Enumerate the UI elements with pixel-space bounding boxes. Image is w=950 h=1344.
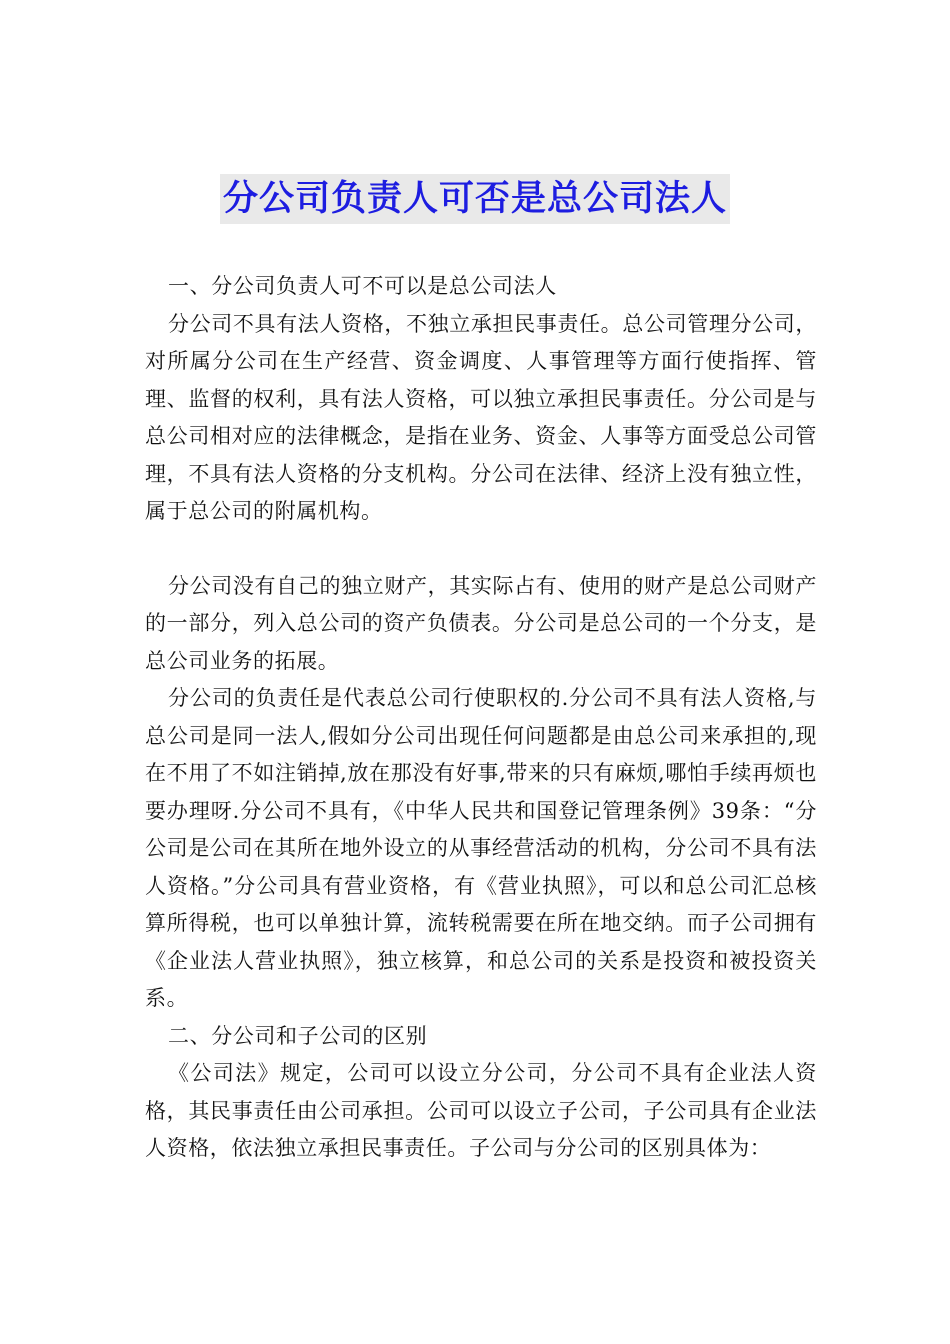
paragraph-1: 分公司不具有法人资格，不独立承担民事责任。总公司管理分公司，对所属分公司在生产经营、资金调度、人事管理等方面行使指挥、管理、监督的权利，具有法人资格，可以独立承担民事责任。分公司是与总公司相对应的法律概念，是指在业务、资金、人事等方面受总公司管理，不具有法人资格的分支机构。分公司在法律、经济上没有独立性，属于总公司的附属机构。 bbox=[145, 311, 817, 523]
paragraph-spacer bbox=[145, 531, 817, 568]
paragraph-2: 分公司没有自己的独立财产，其实际占有、使用的财产是总公司财产的一部分，列入总公司的资产负债表。分公司是总公司的一个分支，是总公司业务的拓展。 bbox=[145, 573, 817, 673]
title-container bbox=[0, 174, 950, 224]
section-heading-2: 二、分公司和子公司的区别 bbox=[168, 1023, 428, 1048]
document-title: 分公司负责人可否是总公司法人 bbox=[220, 174, 730, 224]
paragraph-4: 《公司法》规定，公司可以设立分公司，分公司不具有企业法人资格，其民事责任由公司承担。公司可以设立子公司，子公司具有企业法人资格，依法独立承担民事责任。子公司与分公司的区别具体为： bbox=[145, 1061, 817, 1160]
document-body bbox=[145, 268, 817, 1168]
section-heading-1: 一、分公司负责人可不可以是总公司法人 bbox=[168, 274, 557, 298]
paragraph-3: 分公司的负责任是代表总公司行使职权的.分公司不具有法人资格,与总公司是同一法人,假如分公司出现任何问题都是由总公司来承担的,现在不用了不如注销掉,放在那没有好事,带来的只有麻烦,哪怕手续再烦也要办理呀.分公司不具有，《中华人民共和国登记管理条例》39条：“分公司是公司在其所在地外设立的从事经营活动的机构，分公司不具有法人资格。”分公司具有营业资格，有《营业执照》，可以和总公司汇总核算所得税，也可以单独计算，流转税需要在所在地交纳。而子公司拥有《企业法人营业执照》，独立核算，和总公司的关系是投资和被投资关系。 bbox=[145, 686, 817, 1010]
